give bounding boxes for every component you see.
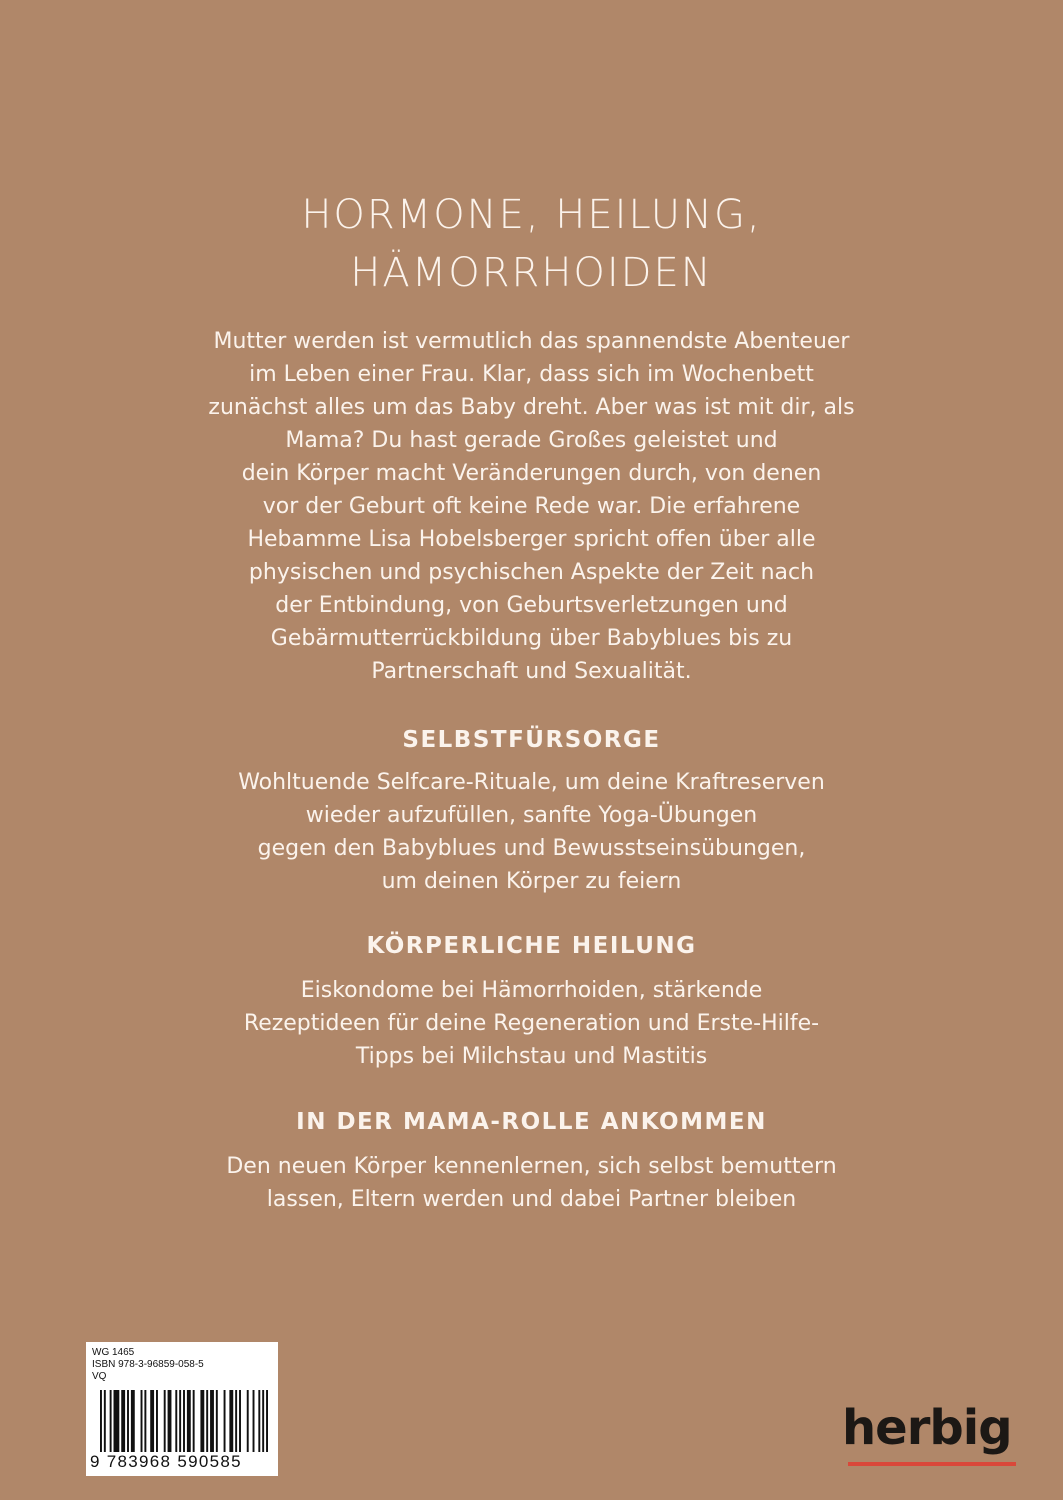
section-line: Rezeptideen für deine Regeneration und Erste-Hilfe- (243, 1011, 820, 1036)
intro-line: dein Körper macht Veränderungen durch, von denen (241, 461, 822, 486)
barcode-bar (110, 1390, 112, 1452)
barcode-bar (216, 1390, 218, 1452)
intro-line: vor der Geburt oft keine Rede war. Die erfahrene (262, 494, 801, 519)
section-line: lassen, Eltern werden und dabei Partner bleiben (266, 1187, 797, 1212)
intro-line: Partnerschaft und Sexualität. (371, 659, 692, 684)
section-body-koerperliche-heilung (0, 974, 1063, 1073)
barcode-bar (121, 1390, 125, 1452)
vq-code: VQ (92, 1371, 107, 1382)
barcode-bar (114, 1390, 120, 1452)
barcode-bar (127, 1390, 129, 1452)
section-line: Tipps bei Milchstau und Mastitis (355, 1044, 708, 1069)
barcode-bar (200, 1390, 204, 1452)
barcode-bar (258, 1390, 260, 1452)
isbn-number: ISBN 978-3-96859-058-5 (92, 1359, 204, 1370)
barcode-bar (164, 1390, 166, 1452)
barcode-bar (206, 1390, 208, 1452)
barcode-bar (131, 1390, 135, 1452)
intro-line: Hebamme Lisa Hobelsberger spricht offen über alle (247, 527, 816, 552)
barcode-bar (266, 1390, 268, 1452)
intro-line: Mutter werden ist vermutlich das spannendste Abenteuer (213, 329, 850, 354)
barcode-bar (156, 1390, 158, 1452)
barcode-bar (141, 1390, 143, 1452)
barcode-digits: 9 783968 590585 (90, 1452, 242, 1471)
barcode-bar (193, 1390, 195, 1452)
section-line: Eiskondome bei Hämorrhoiden, stärkende (300, 978, 763, 1003)
cover-title (0, 186, 1063, 302)
section-body-selbstfuersorge (0, 766, 1063, 898)
intro-paragraph (0, 325, 1063, 688)
barcode-bar (150, 1390, 154, 1452)
section-line: wieder aufzufüllen, sanfte Yoga-Übungen (305, 803, 758, 828)
section-heading-selbstfuersorge: SELBSTFÜRSORGE (402, 727, 661, 753)
barcode-bar (253, 1390, 255, 1452)
section-heading-mama-rolle: IN DER MAMA-ROLLE ANKOMMEN (296, 1109, 767, 1135)
warengruppe-code: WG 1465 (92, 1347, 135, 1358)
barcode-bar (224, 1390, 226, 1452)
section-heading-koerperliche-heilung: KÖRPERLICHE HEILUNG (366, 933, 697, 959)
barcode-bar (175, 1390, 177, 1452)
barcode-meta (86, 1342, 278, 1383)
section-line: um deinen Körper zu feiern (381, 869, 682, 894)
publisher-logo: herbig (842, 1400, 1012, 1456)
section-line: gegen den Babyblues und Bewusstseinsübungen, (257, 836, 806, 861)
barcode-bar (168, 1390, 172, 1452)
barcode-bar (179, 1390, 181, 1452)
barcode-bar (229, 1390, 233, 1452)
intro-line: der Entbindung, von Geburtsverletzungen und (275, 593, 788, 618)
barcode-bar (100, 1390, 102, 1452)
barcode-bar (183, 1390, 185, 1452)
barcode-bar (239, 1390, 241, 1452)
intro-line: zunächst alles um das Baby dreht. Aber was ist mit dir, als (208, 395, 855, 420)
barcode-bar (235, 1390, 237, 1452)
isbn-barcode-label (86, 1342, 278, 1476)
barcode-bar (210, 1390, 214, 1452)
barcode-bar (144, 1390, 146, 1452)
title-line-2: HÄMORRHOIDEN (350, 250, 713, 296)
publisher-logo-underline (848, 1462, 1016, 1466)
barcode-bar (104, 1390, 106, 1452)
intro-line: Mama? Du hast gerade Großes geleistet und (285, 428, 778, 453)
intro-line: im Leben einer Frau. Klar, dass sich im Wochenbett (249, 362, 814, 387)
section-line: Den neuen Körper kennenlernen, sich selbst bemuttern (226, 1154, 837, 1179)
intro-line: physischen und psychischen Aspekte der Zeit nach (248, 560, 815, 585)
section-line: Wohltuende Selfcare-Rituale, um deine Kraftreserven (238, 770, 825, 795)
section-body-mama-rolle (0, 1150, 1063, 1216)
barcode-bar (247, 1390, 249, 1452)
intro-line: Gebärmutterrückbildung über Babyblues bis zu (270, 626, 793, 651)
barcode-bar (262, 1390, 264, 1452)
barcode-bar (187, 1390, 191, 1452)
title-line-1: HORMONE, HEILUNG, (301, 192, 762, 238)
barcode-bars (100, 1390, 268, 1452)
